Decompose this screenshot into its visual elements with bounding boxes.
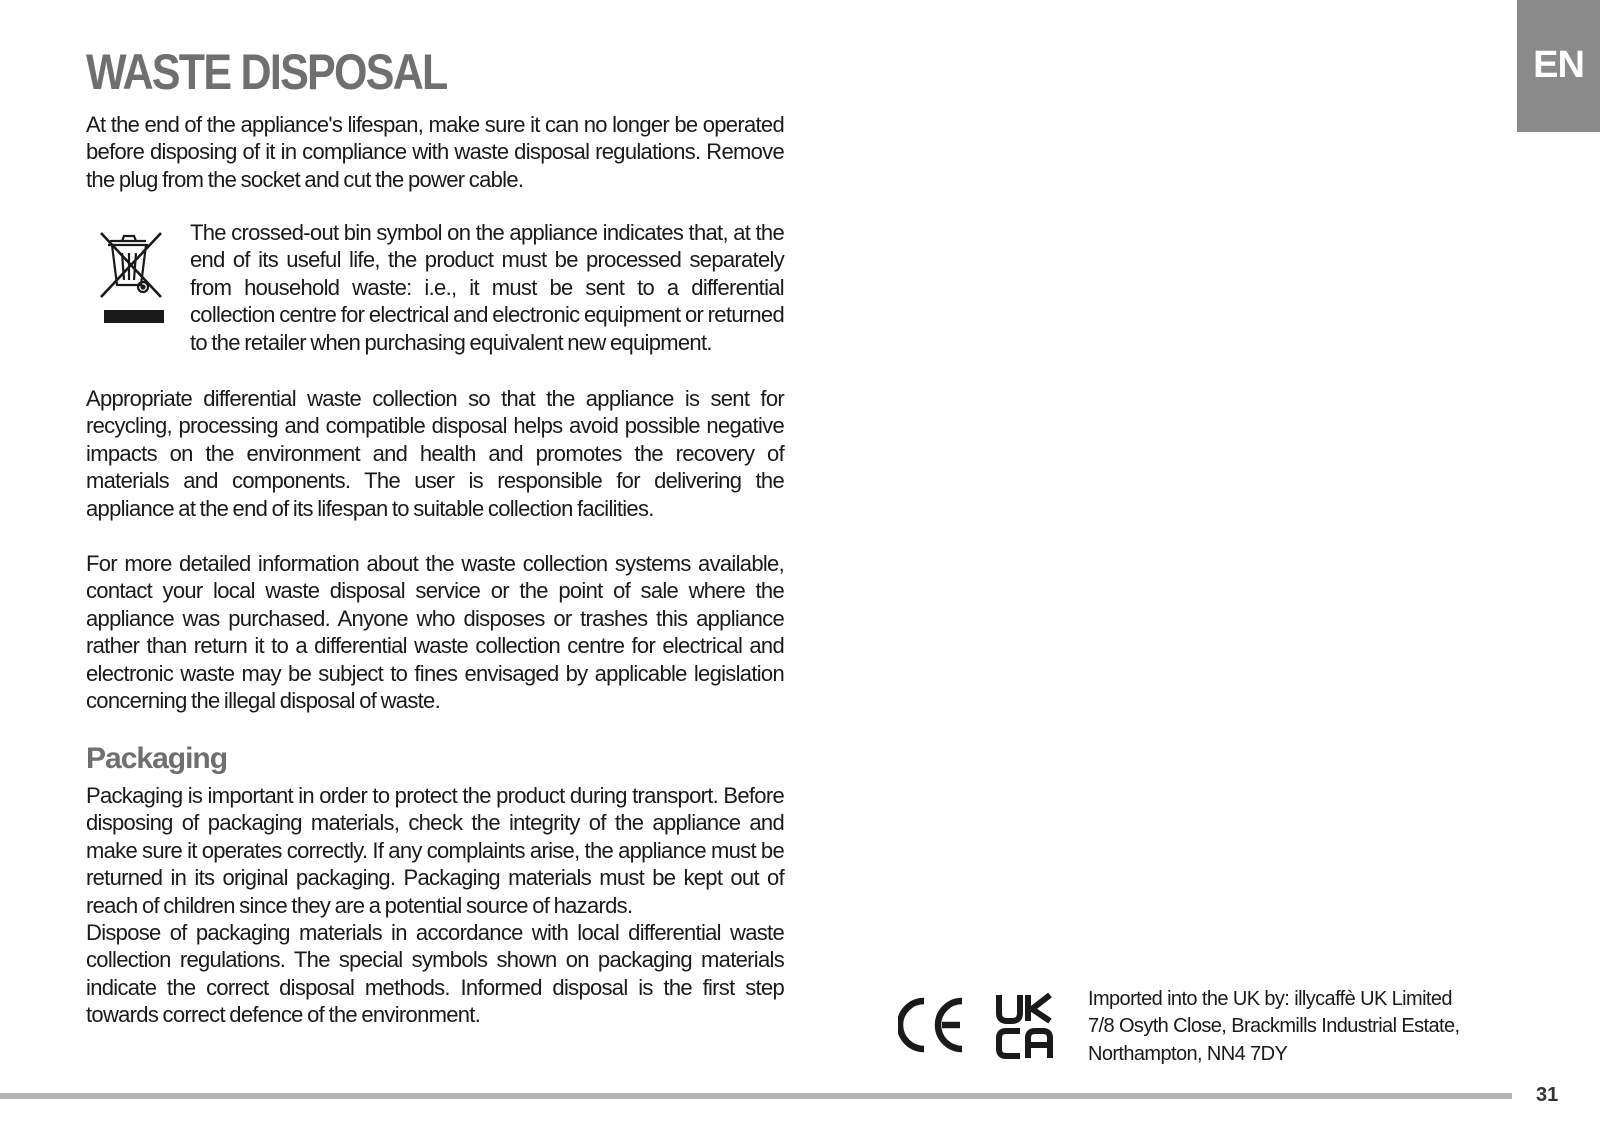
importer-line-2: 7/8 Osyth Close, Brackmills Industrial Estate, <box>1088 1015 1460 1038</box>
bin-symbol-section <box>86 219 784 356</box>
packaging-paragraph-2: Dispose of packaging materials in accordance with local differential waste collection regulations. The special symbols shown on packaging materials indicate the correct disposal methods. Informed disposal is the first step towards correct defence of the environment. <box>86 920 784 1028</box>
footer-rule <box>0 1093 1512 1099</box>
importer-address <box>1088 986 1478 1068</box>
ce-mark-icon <box>900 1001 962 1049</box>
ukca-mark-icon <box>999 995 1050 1058</box>
page-number: 31 <box>1536 1084 1559 1106</box>
intro-paragraph: At the end of the appliance's lifespan, make sure it can no longer be operated before disposing of it in compliance with waste disposal regulations. Remove the plug from the socket and cut the power cable. <box>86 112 784 192</box>
information-paragraph: For more detailed information about the waste collection systems available, contact your local waste disposal service or the point of sale where the appliance was purchased. Anyone who disposes or trashes this appliance rather than return it to a differential waste collection centre for electrical and electronic waste may be subject to fines envisaged by applicable legislation concerning the illegal disposal of waste. <box>86 551 784 714</box>
page-title: WASTE DISPOSAL <box>86 44 447 100</box>
packaging-paragraph-1: Packaging is important in order to protect the product during transport. Before disposing of packaging materials, check the integrity of the appliance and make sure it operates correctly. If any complaints arise, the appliance must be returned in its original packaging. Packaging materials must be kept out of reach of children since they are a potential source of hazards. <box>86 783 784 918</box>
bin-symbol-paragraph: The crossed-out bin symbol on the appliance indicates that, at the end of its useful life, the product must be processed separately from household waste: i.e., it must be sent to a differential collection centre for electrical and electronic equipment or returned to the retailer when purchasing equivalent new equipment. <box>190 220 784 355</box>
crossed-out-bin-icon <box>86 225 176 329</box>
certification-marks <box>898 990 1068 1060</box>
packaging-section <box>86 782 784 1029</box>
collection-section <box>86 385 784 522</box>
language-tab: EN <box>1517 0 1600 132</box>
packaging-heading: Packaging <box>86 742 228 775</box>
importer-line-1: Imported into the UK by: illycaffè UK Limited <box>1088 988 1452 1010</box>
information-section <box>86 550 784 714</box>
collection-paragraph: Appropriate differential waste collection so that the appliance is sent for recycling, processing and compatible disposal helps avoid possible negative impacts on the environment and health and promotes the recovery of materials and components. The user is responsible for delivering the appliance at the end of its lifespan to suitable collection facilities. <box>86 386 784 521</box>
intro-section <box>86 111 784 193</box>
importer-line-3: Northampton, NN4 7DY <box>1088 1042 1288 1065</box>
